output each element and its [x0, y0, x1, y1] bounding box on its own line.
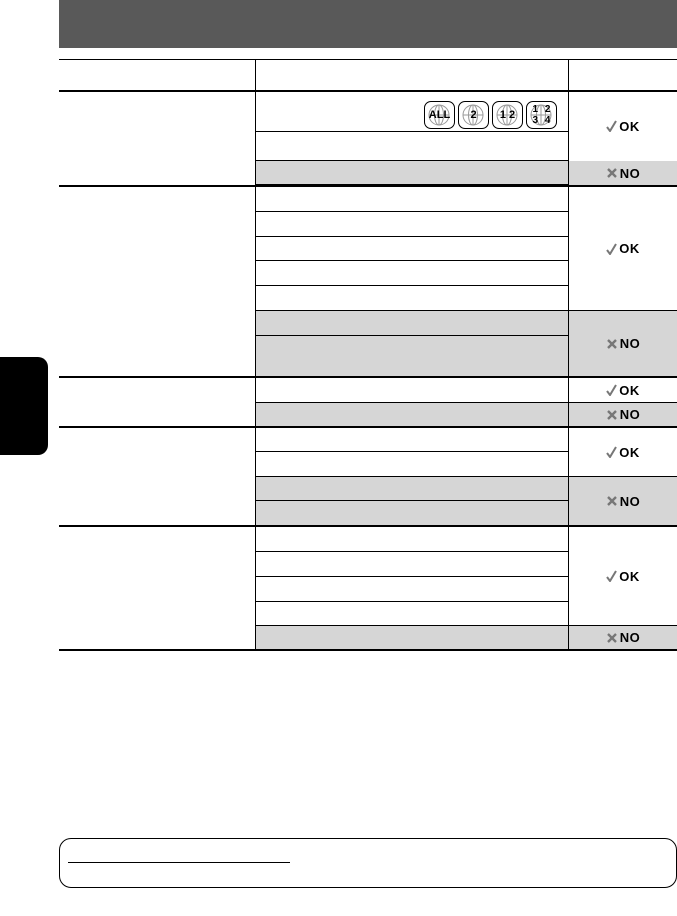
no-mark: NO — [606, 494, 641, 509]
region-label: ALL — [428, 108, 451, 121]
result-cell — [569, 477, 677, 525]
result-cell — [569, 378, 677, 403]
region-label: 1 2 — [499, 108, 516, 121]
table-row — [256, 311, 568, 336]
table-row — [256, 336, 568, 376]
result-cell — [569, 161, 677, 185]
region-label: 1 2 3 4 — [532, 104, 551, 126]
result-cell — [569, 187, 677, 311]
region-label: 2 — [470, 108, 477, 121]
table-bottom-rule — [59, 649, 677, 651]
cross-icon — [606, 167, 618, 179]
ok-mark: OK — [606, 241, 640, 256]
result-cell — [569, 92, 677, 160]
ok-mark: OK — [606, 569, 640, 584]
table-row — [256, 527, 568, 552]
note-heading-underline — [68, 862, 290, 863]
table-row — [256, 237, 568, 261]
table-row — [256, 286, 568, 311]
table-row — [256, 212, 568, 237]
ok-mark: OK — [606, 383, 640, 398]
table-row — [256, 261, 568, 286]
column-divider — [255, 60, 256, 90]
no-mark: NO — [606, 407, 641, 422]
ok-mark: OK — [606, 119, 640, 134]
cross-icon — [606, 632, 618, 644]
table-row — [256, 552, 568, 577]
globe-icon — [424, 101, 455, 129]
globe-icon — [492, 101, 523, 129]
table-row — [256, 501, 568, 525]
region-code-icons — [424, 101, 557, 129]
check-icon — [606, 384, 617, 396]
table-row — [256, 378, 568, 403]
check-icon — [606, 570, 617, 582]
table-row — [256, 187, 568, 212]
globe-icon — [458, 101, 489, 129]
globe-icon — [526, 101, 557, 129]
table-row — [256, 452, 568, 477]
cross-icon — [606, 495, 618, 507]
result-cell — [569, 428, 677, 477]
table-row — [256, 403, 568, 426]
table-row — [256, 161, 568, 185]
cross-icon — [606, 409, 618, 421]
table-row — [256, 626, 568, 649]
no-mark: NO — [606, 166, 641, 181]
table-top-rule — [59, 59, 677, 60]
cross-icon — [606, 338, 618, 350]
table-row — [256, 477, 568, 501]
note-box — [59, 838, 677, 888]
no-mark: NO — [606, 336, 641, 351]
result-cell — [569, 527, 677, 626]
no-mark: NO — [606, 630, 641, 645]
section-header-bar — [59, 0, 677, 48]
chapter-side-tab — [0, 357, 48, 455]
result-cell — [569, 403, 677, 426]
table-row — [256, 602, 568, 626]
check-icon — [606, 446, 617, 458]
ok-mark: OK — [606, 445, 640, 460]
table-row — [256, 428, 568, 452]
result-cell — [569, 626, 677, 649]
table-row — [256, 577, 568, 602]
table-row — [256, 133, 568, 161]
check-icon — [606, 120, 617, 132]
check-icon — [606, 243, 617, 255]
result-cell — [569, 311, 677, 376]
column-divider — [568, 60, 569, 90]
